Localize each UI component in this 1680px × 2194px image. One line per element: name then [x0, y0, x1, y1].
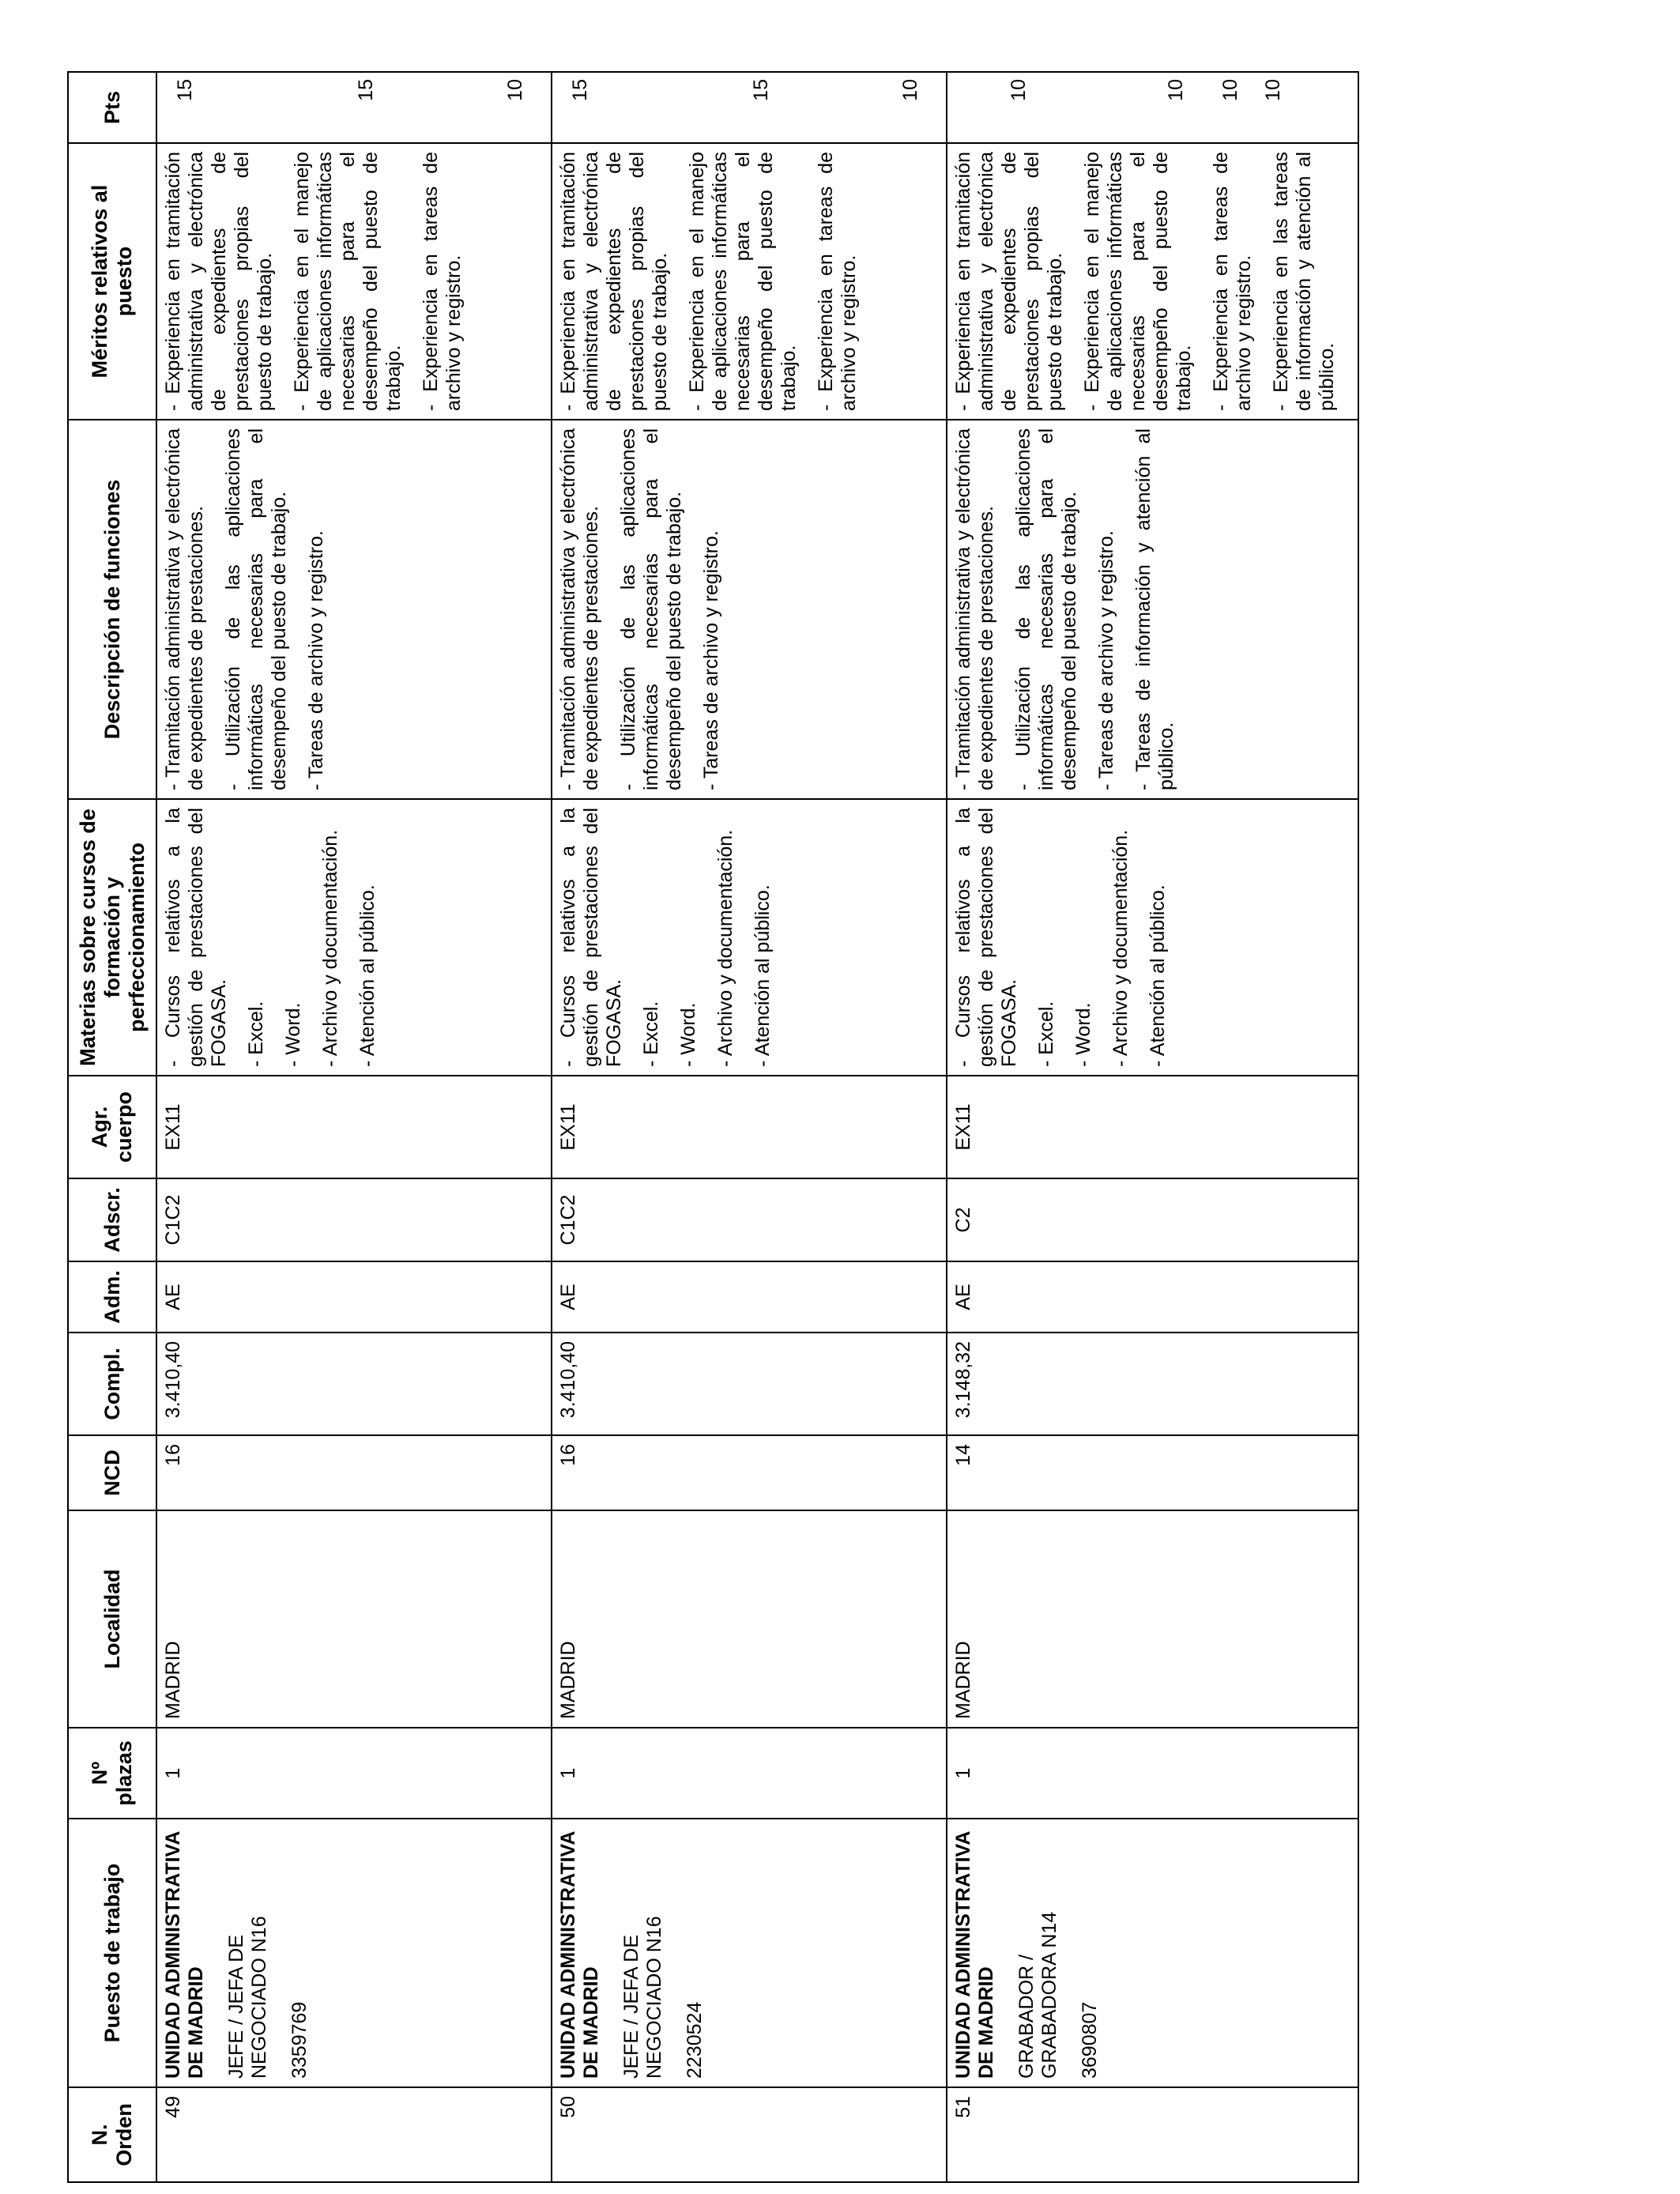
adscr-cell: C1C2 — [156, 1178, 552, 1261]
header-funciones: Descripción de funciones — [68, 420, 156, 799]
list-item: - Excel. — [245, 808, 268, 1067]
puesto-cell — [947, 1819, 1358, 2087]
unidad-label: UNIDAD ADMINISTRATIVA DE MADRID — [162, 1831, 207, 2079]
funciones-cell-list — [952, 428, 1178, 790]
header-plazas: Nº plazas — [68, 1728, 156, 1819]
puesto-cell — [552, 1819, 947, 2087]
agr-cell: EX11 — [947, 1076, 1358, 1178]
materias-cell-list — [557, 808, 774, 1067]
table-body — [156, 72, 1358, 2182]
materias-cell — [156, 799, 552, 1076]
list-item: - Cursos relativos a la gestión de prestaciones del FOGASA. — [162, 808, 231, 1067]
meritos-cell-list — [952, 152, 1339, 411]
meritos-cell — [156, 143, 552, 420]
codigo-label: 2230524 — [684, 2001, 706, 2079]
ncd-cell: 16 — [552, 1435, 947, 1510]
header-compl: Compl. — [68, 1333, 156, 1435]
table-row — [156, 72, 552, 2182]
list-item: - Experiencia en las tareas de información y atención al público. — [1270, 152, 1339, 411]
materias-cell — [947, 799, 1358, 1076]
puesto-label: JEFE / JEFA DE NEGOCIADO N16 — [620, 1916, 665, 2079]
list-item: - Utilización de las aplicaciones informáticas necesarias para el desempeño del puesto de trabajo. — [1012, 428, 1081, 790]
compl-cell: 3.148,32 — [947, 1333, 1358, 1435]
header-puesto: Puesto de trabajo — [68, 1819, 156, 2087]
list-item: - Cursos relativos a la gestión de prestaciones del FOGASA. — [557, 808, 626, 1067]
pts-cell — [552, 72, 947, 143]
ncd-cell: 14 — [947, 1435, 1358, 1510]
pts-value: 10 — [1008, 79, 1030, 101]
header-agr: Agr. cuerpo — [68, 1076, 156, 1178]
funciones-cell-list — [557, 428, 723, 790]
pts-value: 10 — [1165, 79, 1187, 101]
codigo-label: 3359769 — [288, 2001, 311, 2079]
header-adm: Adm. — [68, 1261, 156, 1333]
list-item: - Word. — [1072, 808, 1095, 1067]
pts-value: 10 — [1262, 79, 1284, 101]
header-row — [68, 72, 156, 2182]
agr-cell: EX11 — [156, 1076, 552, 1178]
list-item: - Word. — [282, 808, 305, 1067]
list-item: - Word. — [677, 808, 700, 1067]
header-orden: N. Orden — [68, 2087, 156, 2182]
list-item: - Atención al público. — [1147, 808, 1170, 1067]
orden-cell: 50 — [552, 2087, 947, 2182]
list-item: - Experiencia en tareas de archivo y registro. — [815, 152, 861, 411]
adscr-cell: C2 — [947, 1178, 1358, 1261]
list-item: - Experiencia en tramitación administrativa y electrónica de expedientes de prestaciones propias del puesto de trabajo. — [162, 152, 277, 411]
list-item: - Atención al público. — [751, 808, 774, 1067]
funciones-cell — [156, 420, 552, 799]
localidad-cell: MADRID — [552, 1510, 947, 1728]
meritos-cell-list — [557, 152, 861, 411]
header-adscr: Adscr. — [68, 1178, 156, 1261]
pts-cell — [947, 72, 1358, 143]
pts-value: 10 — [1219, 79, 1241, 101]
list-item: - Archivo y documentación. — [1109, 808, 1132, 1067]
orden-cell: 49 — [156, 2087, 552, 2182]
list-item: - Tareas de archivo y registro. — [305, 428, 328, 790]
header-ncd: NCD — [68, 1435, 156, 1510]
list-item: - Experiencia en el manejo de aplicaciones informáticas necesarias para el desempeño del puesto de trabajo. — [686, 152, 800, 411]
list-item: - Cursos relativos a la gestión de prestaciones del FOGASA. — [952, 808, 1021, 1067]
funciones-cell-list — [162, 428, 328, 790]
list-item: - Experiencia en tramitación administrativa y electrónica de expedientes de prestaciones propias del puesto de trabajo. — [557, 152, 672, 411]
list-item: - Tareas de archivo y registro. — [700, 428, 723, 790]
adm-cell: AE — [156, 1261, 552, 1333]
table-row — [552, 72, 947, 2182]
list-item: - Utilización de las aplicaciones informáticas necesarias para el desempeño del puesto de trabajo. — [222, 428, 291, 790]
pts-value: 15 — [355, 79, 377, 101]
funciones-cell — [947, 420, 1358, 799]
pts-cell — [156, 72, 552, 143]
list-item: - Excel. — [640, 808, 663, 1067]
plazas-cell: 1 — [947, 1728, 1358, 1819]
adm-cell: AE — [947, 1261, 1358, 1333]
list-item: - Tareas de archivo y registro. — [1095, 428, 1118, 790]
plazas-cell: 1 — [156, 1728, 552, 1819]
compl-cell: 3.410,40 — [552, 1333, 947, 1435]
header-localidad: Localidad — [68, 1510, 156, 1728]
list-item: - Tramitación administrativa y electrónica de expedientes de prestaciones. — [162, 428, 208, 790]
list-item: - Experiencia en tareas de archivo y registro. — [420, 152, 465, 411]
agr-cell: EX11 — [552, 1076, 947, 1178]
funciones-cell — [552, 420, 947, 799]
adscr-cell: C1C2 — [552, 1178, 947, 1261]
localidad-cell: MADRID — [947, 1510, 1358, 1728]
pts-value: 15 — [750, 79, 772, 101]
list-item: - Tramitación administrativa y electrónica de expedientes de prestaciones. — [557, 428, 603, 790]
puesto-label: JEFE / JEFA DE NEGOCIADO N16 — [225, 1916, 270, 2079]
puesto-cell — [156, 1819, 552, 2087]
header-meritos: Méritos relativos al puesto — [68, 143, 156, 420]
list-item: - Experiencia en el manejo de aplicaciones informáticas necesarias para el desempeño del puesto de trabajo. — [1081, 152, 1196, 411]
plazas-cell: 1 — [552, 1728, 947, 1819]
list-item: - Tareas de información y atención al público. — [1132, 428, 1178, 790]
localidad-cell: MADRID — [156, 1510, 552, 1728]
list-item: - Experiencia en tramitación administrativa y electrónica de expedientes de prestaciones propias del puesto de trabajo. — [952, 152, 1067, 411]
codigo-label: 3690807 — [1079, 2001, 1101, 2079]
rotated-page — [67, 73, 1347, 2183]
list-item: - Archivo y documentación. — [714, 808, 737, 1067]
list-item: - Tramitación administrativa y electrónica de expedientes de prestaciones. — [952, 428, 998, 790]
adm-cell: AE — [552, 1261, 947, 1333]
pts-value: 15 — [569, 79, 591, 101]
meritos-cell-list — [162, 152, 465, 411]
compl-cell: 3.410,40 — [156, 1333, 552, 1435]
meritos-cell — [947, 143, 1358, 420]
list-item: - Utilización de las aplicaciones informáticas necesarias para el desempeño del puesto de trabajo. — [617, 428, 686, 790]
unidad-label: UNIDAD ADMINISTRATIVA DE MADRID — [557, 1831, 602, 2079]
meritos-cell — [552, 143, 947, 420]
materias-cell-list — [162, 808, 379, 1067]
pts-value: 10 — [899, 79, 921, 101]
list-item: - Excel. — [1035, 808, 1058, 1067]
orden-cell: 51 — [947, 2087, 1358, 2182]
table-row — [947, 72, 1358, 2182]
header-pts: Pts — [68, 72, 156, 143]
list-item: - Experiencia en tareas de archivo y registro. — [1210, 152, 1256, 411]
list-item: - Archivo y documentación. — [319, 808, 342, 1067]
list-item: - Experiencia en el manejo de aplicaciones informáticas necesarias para el desempeño del puesto de trabajo. — [291, 152, 405, 411]
list-item: - Atención al público. — [356, 808, 379, 1067]
pts-value: 15 — [174, 79, 196, 101]
materias-cell — [552, 799, 947, 1076]
materias-cell-list — [952, 808, 1170, 1067]
puestos-table — [67, 71, 1359, 2183]
puesto-label: GRABADOR / GRABADORA N14 — [1015, 1911, 1060, 2079]
unidad-label: UNIDAD ADMINISTRATIVA DE MADRID — [952, 1831, 997, 2079]
pts-value: 10 — [504, 79, 526, 101]
ncd-cell: 16 — [156, 1435, 552, 1510]
header-materias: Materias sobre cursos de formación y perfeccionamiento — [68, 799, 156, 1076]
